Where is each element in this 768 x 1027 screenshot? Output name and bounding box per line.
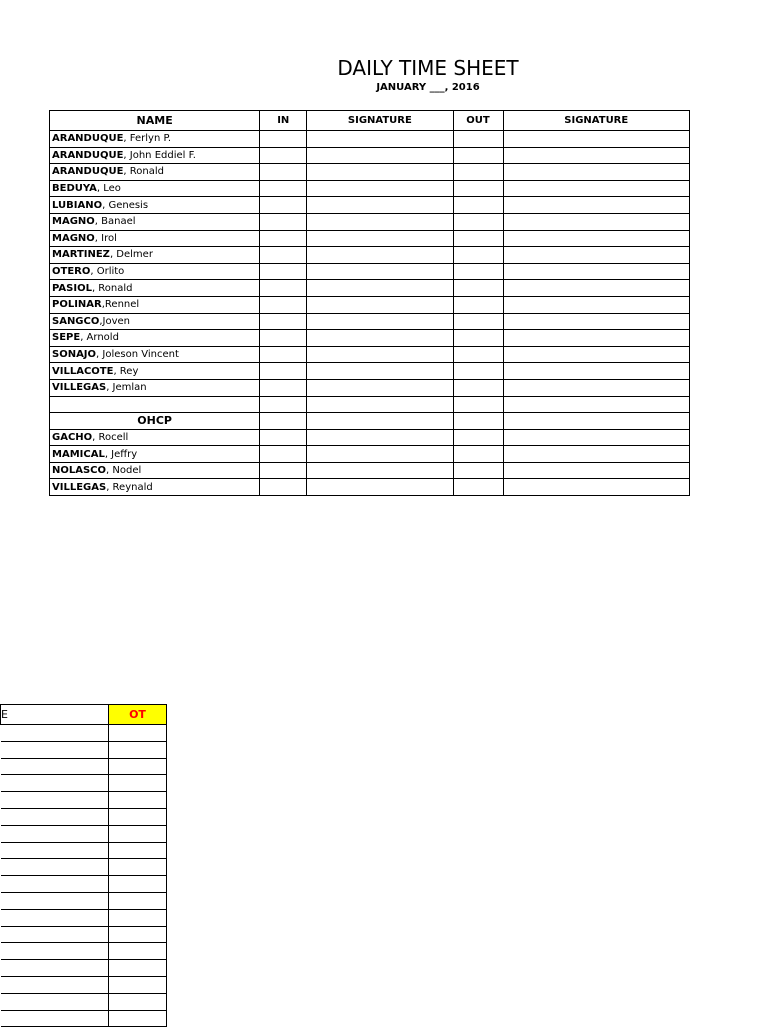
continuation-row: [1, 976, 167, 993]
continuation-row: [1, 758, 167, 775]
table-row: [50, 213, 690, 230]
in-cell[interactable]: [260, 462, 307, 479]
signature-cell[interactable]: [1, 859, 109, 876]
employee-name: [50, 131, 260, 148]
continuation-header-row: [1, 705, 167, 725]
employee-surname: ARANDUQUE: [52, 149, 124, 161]
employee-surname: VILLEGAS: [52, 382, 107, 394]
ot-cell[interactable]: [109, 1010, 167, 1027]
table-row: [50, 313, 690, 330]
in-cell[interactable]: [260, 446, 307, 463]
continuation-row: [1, 725, 167, 742]
table-row: [50, 164, 690, 181]
table-row: [50, 429, 690, 446]
table-row: [50, 230, 690, 247]
continuation-row: [1, 926, 167, 943]
employee-given: , Ronald: [123, 166, 164, 178]
signature-cell[interactable]: [307, 164, 453, 181]
continuation-row: [1, 859, 167, 876]
signature-cell[interactable]: [307, 180, 453, 197]
signature-cell[interactable]: [503, 247, 689, 264]
employee-surname: OTERO: [52, 266, 91, 278]
table-row: [50, 446, 690, 463]
signature-cell[interactable]: [503, 230, 689, 247]
table-row: [50, 180, 690, 197]
out-cell[interactable]: [453, 197, 503, 214]
employee-surname: VILLEGAS: [52, 481, 107, 493]
signature-cell[interactable]: [1, 943, 109, 960]
employee-given: , Ronald: [91, 282, 133, 294]
ot-cell[interactable]: [109, 909, 167, 926]
signature-cell[interactable]: [307, 313, 453, 330]
signature-cell[interactable]: [1, 876, 109, 893]
table-row: [50, 197, 690, 214]
signature-cell[interactable]: [503, 429, 689, 446]
signature-cell[interactable]: [307, 446, 453, 463]
out-cell[interactable]: [453, 346, 503, 363]
out-cell[interactable]: [453, 213, 503, 230]
out-cell[interactable]: [453, 313, 503, 330]
page-1-clip: [0, 0, 690, 500]
signature-cell[interactable]: [307, 213, 453, 230]
employee-name: [50, 296, 260, 313]
signature-cell[interactable]: [1, 960, 109, 977]
section-row: [50, 413, 690, 430]
ot-cell[interactable]: [109, 892, 167, 909]
signature-cell[interactable]: [503, 263, 689, 280]
signature-cell[interactable]: [503, 446, 689, 463]
continuation-row: [1, 741, 167, 758]
out-cell[interactable]: [453, 330, 503, 347]
signature-cell[interactable]: [503, 164, 689, 181]
in-cell[interactable]: [260, 197, 307, 214]
in-cell[interactable]: [260, 164, 307, 181]
blank-row: [50, 396, 690, 413]
employee-surname: MAMICAL: [52, 448, 105, 460]
col-signature-in-header: SIGNATURE: [307, 111, 453, 131]
employee-name: [50, 313, 260, 330]
out-cell[interactable]: [453, 280, 503, 297]
in-cell[interactable]: [260, 346, 307, 363]
employee-name: [50, 213, 260, 230]
out-cell[interactable]: [453, 413, 503, 430]
signature-cell[interactable]: [307, 230, 453, 247]
in-cell[interactable]: [260, 263, 307, 280]
signature-cell[interactable]: [307, 131, 453, 148]
employee-surname: ARANDUQUE: [52, 166, 124, 178]
employee-name: [50, 379, 260, 396]
ot-cell[interactable]: [109, 859, 167, 876]
signature-cell[interactable]: [307, 147, 453, 164]
signature-cell[interactable]: [1, 825, 109, 842]
in-cell[interactable]: [260, 479, 307, 496]
signature-cell[interactable]: [503, 479, 689, 496]
employee-name: [50, 429, 260, 446]
ot-cell[interactable]: [109, 976, 167, 993]
out-cell[interactable]: [453, 147, 503, 164]
employee-surname: VILLACOTE: [52, 365, 114, 377]
in-cell[interactable]: [260, 396, 307, 413]
out-cell[interactable]: [453, 263, 503, 280]
signature-cell[interactable]: [503, 197, 689, 214]
signature-cell[interactable]: [1, 1010, 109, 1027]
employee-name: [50, 230, 260, 247]
sheet-title: DAILY TIME SHEET: [337, 56, 519, 80]
employee-name: [50, 280, 260, 297]
signature-cell[interactable]: [1, 909, 109, 926]
out-cell[interactable]: [453, 296, 503, 313]
signature-cell[interactable]: [1, 993, 109, 1010]
employee-given: , John Eddiel F.: [123, 149, 196, 161]
employee-given: ,Rennel: [101, 299, 140, 311]
signature-cell[interactable]: [307, 396, 453, 413]
signature-cell[interactable]: [503, 147, 689, 164]
continuation-row: [1, 909, 167, 926]
signature-cell[interactable]: [307, 296, 453, 313]
employee-surname: ARANDUQUE: [52, 133, 124, 145]
out-cell[interactable]: [453, 363, 503, 380]
signature-cell[interactable]: [307, 363, 453, 380]
signature-cell[interactable]: [307, 263, 453, 280]
table-row: [50, 131, 690, 148]
signature-cell[interactable]: [503, 296, 689, 313]
employee-surname: POLINAR: [52, 299, 102, 311]
employee-given: , Leo: [96, 183, 121, 195]
table-row: [50, 479, 690, 496]
employee-name: [50, 330, 260, 347]
continuation-row: [1, 1010, 167, 1027]
signature-cell[interactable]: [1, 976, 109, 993]
continuation-row: [1, 993, 167, 1010]
employee-given: ,Joven: [99, 315, 131, 327]
signature-cell[interactable]: [503, 313, 689, 330]
ot-cell[interactable]: [109, 842, 167, 859]
table-row: [50, 247, 690, 264]
ot-cell[interactable]: [109, 775, 167, 792]
out-cell[interactable]: [453, 446, 503, 463]
table-row: [50, 330, 690, 347]
signature-tail-header: E: [1, 705, 109, 725]
col-in-header: IN: [260, 111, 307, 131]
signature-cell[interactable]: [503, 413, 689, 430]
continuation-row: [1, 960, 167, 977]
out-cell[interactable]: [453, 164, 503, 181]
employee-given: , Genesis: [102, 199, 149, 211]
ot-cell[interactable]: [109, 758, 167, 775]
signature-cell[interactable]: [503, 280, 689, 297]
employee-surname: BEDUYA: [52, 183, 97, 195]
employee-name: [50, 479, 260, 496]
in-cell[interactable]: [260, 363, 307, 380]
col-signature-out-header: SIGNATURE: [503, 111, 689, 131]
col-out-header: OUT: [453, 111, 503, 131]
header-row: [50, 111, 690, 131]
employee-surname: NOLASCO: [52, 465, 107, 477]
employee-given: , Rey: [113, 365, 139, 377]
signature-cell[interactable]: [307, 280, 453, 297]
signature-cell[interactable]: [503, 131, 689, 148]
employee-surname: PASIOL: [52, 282, 92, 294]
signature-cell[interactable]: [307, 330, 453, 347]
employee-name: [50, 363, 260, 380]
in-cell[interactable]: [260, 330, 307, 347]
in-cell[interactable]: [260, 180, 307, 197]
table-row: [50, 462, 690, 479]
ot-cell[interactable]: [109, 960, 167, 977]
employee-given: , Nodel: [106, 465, 142, 477]
ot-cell[interactable]: [109, 876, 167, 893]
out-cell[interactable]: [453, 247, 503, 264]
out-cell[interactable]: [453, 462, 503, 479]
employee-given: , Arnold: [80, 332, 119, 344]
ot-cell[interactable]: [109, 926, 167, 943]
signature-cell[interactable]: [1, 775, 109, 792]
employee-name: [50, 462, 260, 479]
signature-cell[interactable]: [307, 247, 453, 264]
ot-cell[interactable]: [109, 943, 167, 960]
continuation-row: [1, 943, 167, 960]
employee-given: , Orlito: [90, 266, 125, 278]
continuation-row: [1, 876, 167, 893]
table-row: [50, 346, 690, 363]
signature-cell[interactable]: [307, 479, 453, 496]
continuation-row: [1, 775, 167, 792]
timesheet-table: [49, 110, 690, 496]
employee-name: [50, 147, 260, 164]
out-cell[interactable]: [453, 429, 503, 446]
continuation-row: [1, 808, 167, 825]
ot-header: OT: [109, 705, 167, 725]
in-cell[interactable]: [260, 379, 307, 396]
employee-surname: SEPE: [52, 332, 81, 344]
employee-name: [50, 247, 260, 264]
employee-name: [50, 263, 260, 280]
employee-name: [50, 164, 260, 181]
table-row: [50, 147, 690, 164]
signature-cell[interactable]: [503, 330, 689, 347]
ot-cell[interactable]: [109, 993, 167, 1010]
signature-cell[interactable]: [307, 379, 453, 396]
employee-name: [50, 446, 260, 463]
in-cell[interactable]: [260, 131, 307, 148]
section-label: OHCP: [50, 413, 260, 430]
employee-surname: GACHO: [52, 431, 93, 443]
in-cell[interactable]: [260, 413, 307, 430]
signature-cell[interactable]: [1, 842, 109, 859]
signature-cell[interactable]: [503, 213, 689, 230]
table-row: [50, 280, 690, 297]
in-cell[interactable]: [260, 280, 307, 297]
employee-given: , Delmer: [109, 249, 153, 261]
blank-cell: [50, 396, 260, 413]
signature-cell[interactable]: [1, 741, 109, 758]
col-name-header: NAME: [50, 111, 260, 131]
continuation-row: [1, 792, 167, 809]
signature-cell[interactable]: [307, 429, 453, 446]
in-cell[interactable]: [260, 213, 307, 230]
ot-cell[interactable]: [109, 808, 167, 825]
out-cell[interactable]: [453, 379, 503, 396]
table-row: [50, 263, 690, 280]
employee-given: , Irol: [94, 232, 117, 244]
employee-surname: MARTINEZ: [52, 249, 110, 261]
signature-cell[interactable]: [1, 792, 109, 809]
employee-given: , Banael: [94, 216, 136, 228]
signature-cell[interactable]: [503, 346, 689, 363]
employee-name: [50, 197, 260, 214]
signature-cell[interactable]: [503, 396, 689, 413]
signature-cell[interactable]: [307, 462, 453, 479]
employee-surname: SONAJO: [52, 349, 97, 361]
employee-name: [50, 180, 260, 197]
out-cell[interactable]: [453, 230, 503, 247]
continuation-row: [1, 825, 167, 842]
signature-cell[interactable]: [1, 892, 109, 909]
employee-given: , Reynald: [106, 481, 153, 493]
signature-cell[interactable]: [503, 363, 689, 380]
signature-cell[interactable]: [503, 462, 689, 479]
signature-cell[interactable]: [307, 197, 453, 214]
signature-cell[interactable]: [307, 413, 453, 430]
employee-surname: SANGCO: [52, 315, 100, 327]
in-cell[interactable]: [260, 429, 307, 446]
employee-given: , Jeffry: [104, 448, 138, 460]
signature-cell[interactable]: [1, 808, 109, 825]
continuation-row: [1, 842, 167, 859]
signature-cell[interactable]: [503, 379, 689, 396]
table-row: [50, 379, 690, 396]
table-row: [50, 363, 690, 380]
employee-given: , Jemlan: [106, 382, 147, 394]
signature-cell[interactable]: [1, 758, 109, 775]
ot-cell[interactable]: [109, 792, 167, 809]
in-cell[interactable]: [260, 230, 307, 247]
employee-name: [50, 346, 260, 363]
signature-cell[interactable]: [307, 346, 453, 363]
sheet-subtitle: JANUARY ___, 2016: [376, 82, 480, 93]
continuation-row: [1, 892, 167, 909]
out-cell[interactable]: [453, 396, 503, 413]
ot-cell[interactable]: [109, 825, 167, 842]
table-row: [50, 296, 690, 313]
out-cell[interactable]: [453, 180, 503, 197]
in-cell[interactable]: [260, 296, 307, 313]
signature-cell[interactable]: [1, 725, 109, 742]
continuation-table: [0, 704, 167, 1027]
employee-surname: MAGNO: [52, 232, 95, 244]
out-cell[interactable]: [453, 479, 503, 496]
ot-cell[interactable]: [109, 741, 167, 758]
in-cell[interactable]: [260, 313, 307, 330]
employee-surname: LUBIANO: [52, 199, 103, 211]
in-cell[interactable]: [260, 247, 307, 264]
employee-given: , Ferlyn P.: [123, 133, 172, 145]
in-cell[interactable]: [260, 147, 307, 164]
ot-cell[interactable]: [109, 725, 167, 742]
signature-cell[interactable]: [1, 926, 109, 943]
employee-given: , Rocell: [92, 431, 129, 443]
signature-cell[interactable]: [503, 180, 689, 197]
out-cell[interactable]: [453, 131, 503, 148]
employee-given: , Joleson Vincent: [96, 349, 179, 361]
employee-surname: MAGNO: [52, 216, 95, 228]
